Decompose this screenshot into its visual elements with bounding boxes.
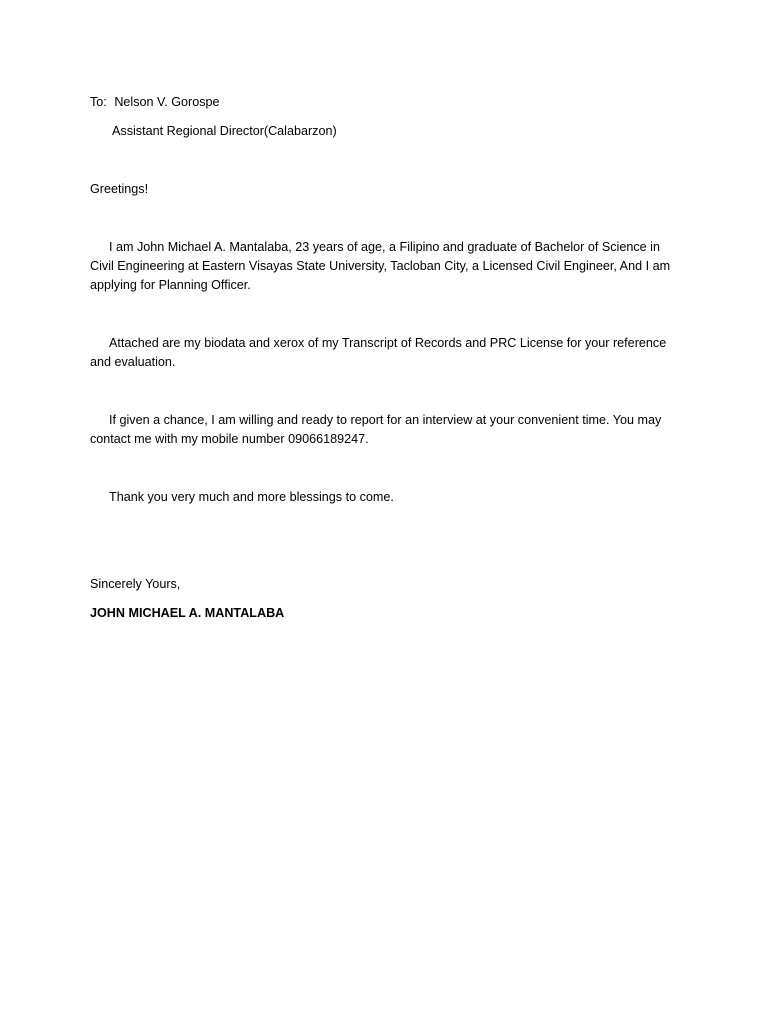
recipient-line [90,93,220,112]
recipient-name: Nelson V. Gorospe [114,95,220,109]
closing: Sincerely Yours, [90,577,181,591]
recipient-title: Assistant Regional Director(Calabarzon) [112,124,337,138]
signature-name: JOHN MICHAEL A. MANTALABA [90,606,285,620]
body-paragraph-2: Attached are my biodata and xerox of my Transcript of Records and PRC License for your reference and evaluation. [90,336,667,369]
greeting: Greetings! [90,182,149,196]
body-paragraph-1: I am John Michael A. Mantalaba, 23 years of age, a Filipino and graduate of Bachelor of Science in Civil Engineering at Eastern Visayas State University, Tacloban City, a Licensed Civil Engineer, And I am applying for Planning Officer. [90,240,671,292]
to-label: To: [90,95,107,109]
body-paragraph-3: If given a chance, I am willing and ready to report for an interview at your convenient time. You may contact me with my mobile number 09066189247. [90,413,662,446]
body-paragraph-4: Thank you very much and more blessings to come. [109,490,394,504]
